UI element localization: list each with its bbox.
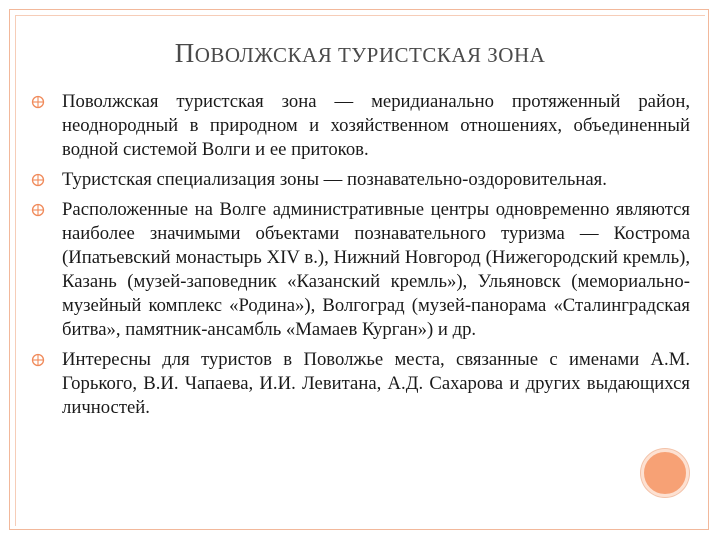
list-item-text: Поволжская туристская зона — меридианально протяженный район, неоднородный в природном и хозяйственном отношениях, объединенный водной системой Волги и ее притоков. — [62, 91, 690, 160]
list-item — [30, 198, 690, 342]
circled-cross-bullet-icon — [31, 95, 45, 109]
list-item-text: Интересны для туристов в Поволжье места, связанные с именами А.М. Горького, В.И. Чапаева, И.И. Левитана, А.Д. Сахарова и других выдающихся личностей. — [62, 349, 690, 418]
slide-title: ПОВОЛЖСКАЯ ТУРИСТСКАЯ ЗОНА — [174, 38, 546, 68]
list-item — [30, 348, 690, 420]
list-item — [30, 168, 690, 192]
bullet-list — [30, 90, 690, 426]
circled-cross-bullet-icon — [31, 173, 45, 187]
list-item-text: Туристская специализация зоны — познавательно-оздоровительная. — [62, 169, 607, 190]
circled-cross-bullet-icon — [31, 353, 45, 367]
list-item-text: Расположенные на Волге административные центры одновременно являются наиболее значимыми объектами познавательного туризма — Кострома (Ипатьевский монастырь XIV в.), Нижний Новгород (Нижегородский кремль), Казань (музей-заповедник «Казанский кремль»), Ульяновск (мемориально-музейный комплекс «Родина»), Волгоград (музей-панорама «Сталинградская битва», памятник-ансамбль «Мамаев Курган») и др. — [62, 199, 690, 340]
list-item — [30, 90, 690, 162]
decorative-circle — [641, 449, 689, 497]
circled-cross-bullet-icon — [31, 203, 45, 217]
